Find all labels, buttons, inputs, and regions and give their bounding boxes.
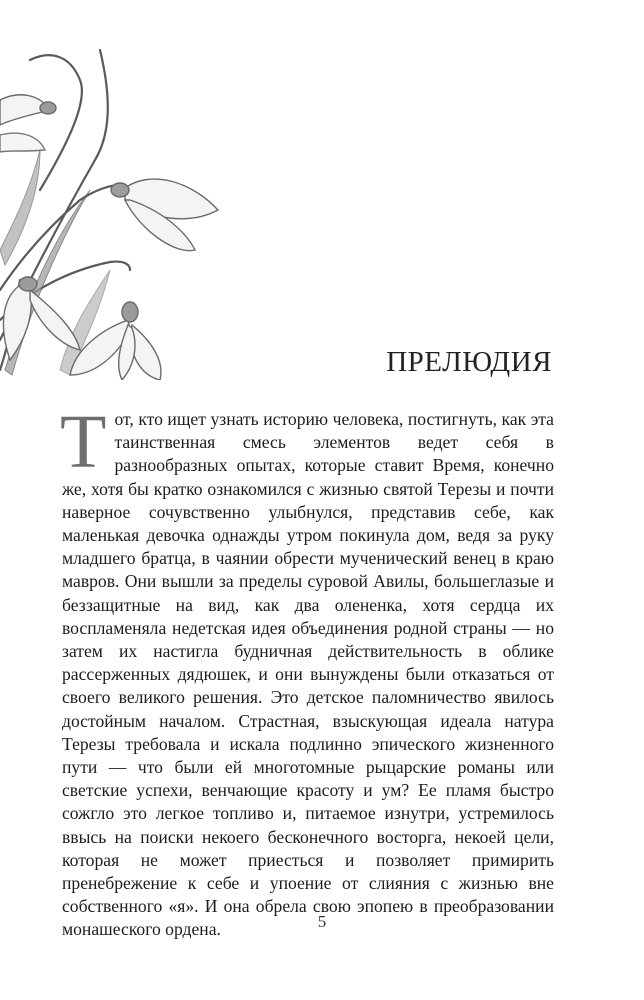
chapter-title: ПРЕЛЮДИЯ	[386, 346, 552, 378]
drop-cap: Т	[60, 400, 107, 484]
page-number: 5	[317, 912, 327, 931]
chapter-body	[60, 400, 554, 942]
snowdrop-illustration	[0, 40, 260, 380]
chapter-text: от, кто ищет узнать историю человека, постигнуть, как эта таинственная смесь элементов ведет себя в разнообразных опытах, которые ставит Время, конечно же, хотя бы кратко ознакомился с жизнью святой Терезы и почти наверное сочувственно улыбнулся, представив себе, как маленькая девочка однажды утром покинула дом, ведя за руку младшего братца, в чаянии обрести мученический венец в краю мавров. Они вышли за пределы суровой Авилы, большеглазые и беззащитные на вид, как два олененка, хотя сердца их воспламеняла недетская идея объединения родной страны — но затем их настигла будничная действительность в облике рассерженных дядюшек, и они вынуждены были отказаться от своего великого решения. Это детское паломничество явилось достойным началом. Страстная, взыскующая идеала натура Терезы требовала и искала подлинно эпического жизненного пути — что были ей многотомные рыцарские романы или светские успехи, венчающие красоту и ум? Ее пламя быстро сожгло это легкое топливо и, питаемое изнутри, устремилось ввысь на поиски некоего бесконечного восторга, некоей цели, которая не может приесться и позволяет примирить пренебрежение к себе и упоение от слияния с жизнью вне собственного «я». И она обрела свою эпопею в преобразовании монашеского ордена.	[62, 409, 554, 940]
